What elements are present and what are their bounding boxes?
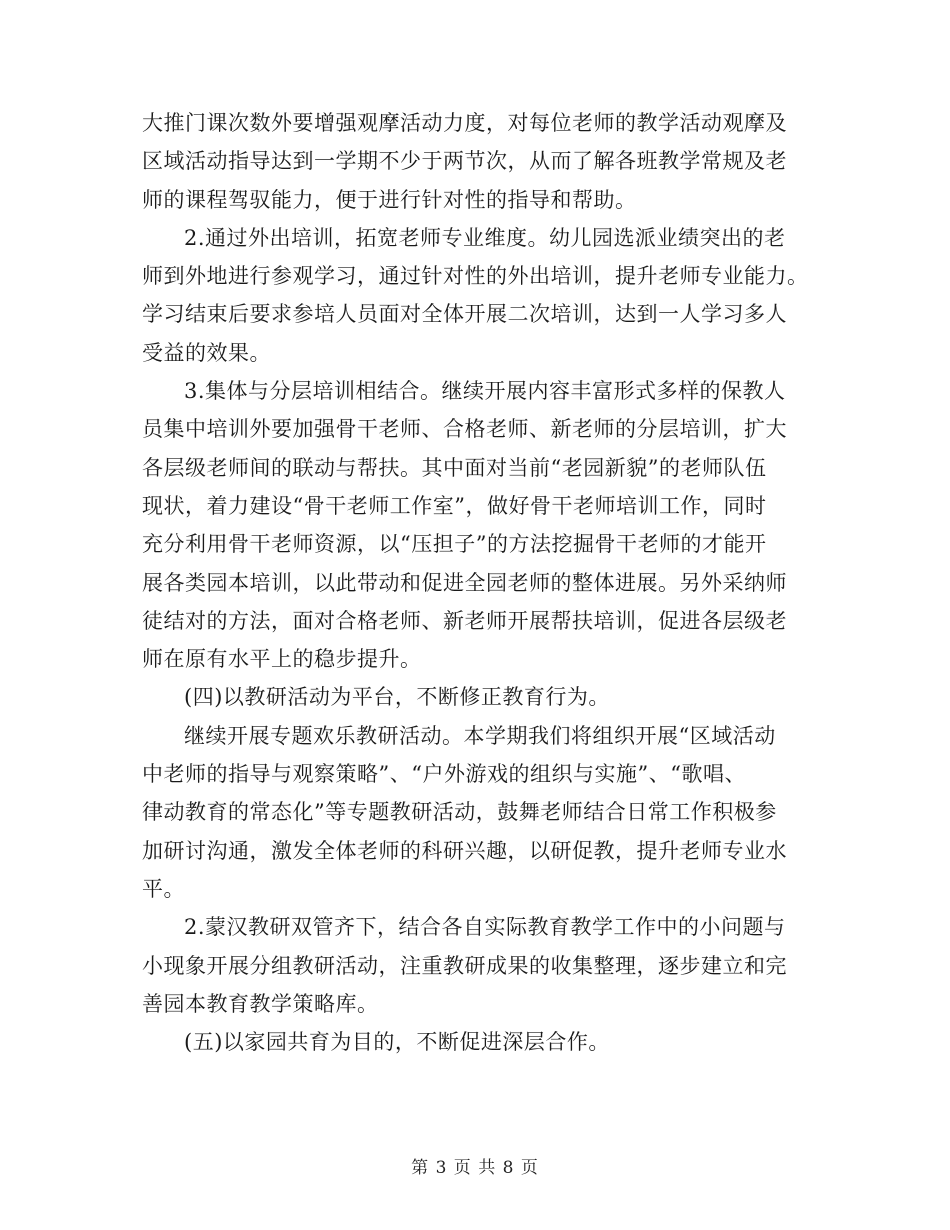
text-line: (五)以家园共育为目的，不断促进深层合作。	[184, 1030, 610, 1055]
text-line: 中老师的指导与观察策略”、“户外游戏的组织与实施”、“歌唱、	[142, 762, 746, 787]
text-line: 展各类园本培训，以此带动和促进全园老师的整体进展。另外采纳师	[142, 570, 787, 595]
document-body	[142, 104, 820, 1061]
text-line: (四)以教研活动为平台，不断修正教育行为。	[184, 685, 610, 710]
text-line: 现状，着力建设“骨干老师工作室”，做好骨干老师培训工作，同时	[142, 493, 767, 518]
text-line: 师到外地进行参观学习，通过针对性的外出培训，提升老师专业能力。	[142, 264, 809, 289]
text-line: 加研讨沟通，激发全体老师的科研兴趣，以研促教，提升老师专业水	[142, 838, 787, 863]
text-line: 充分利用骨干老师资源，以“压担子”的方法挖掘骨干老师的才能开	[142, 532, 767, 557]
section-heading-4	[142, 678, 820, 716]
text-line: 继续开展专题欢乐教研活动。本学期我们将组织开展“区域活动	[184, 723, 776, 748]
paragraph-5	[142, 717, 820, 908]
text-line: 师在原有水平上的稳步提升。	[142, 647, 422, 672]
text-line: 员集中培训外要加强骨干老师、合格老师、新老师的分层培训，扩大	[142, 417, 787, 442]
paragraph-1	[142, 104, 820, 219]
text-line: 徒结对的方法，面对合格老师、新老师开展帮扶培训，促进各层级老	[142, 608, 787, 633]
text-line: 善园本教育教学策略库。	[142, 991, 379, 1016]
paragraph-6	[142, 908, 820, 1023]
text-line: 各层级老师间的联动与帮扶。其中面对当前“老园新貌”的老师队伍	[142, 455, 767, 480]
text-line: 大推门课次数外要增强观摩活动力度，对每位老师的教学活动观摩及	[142, 111, 787, 135]
text-line: 学习结束后要求参培人员面对全体开展二次培训，达到一人学习多人	[142, 302, 787, 327]
text-line: 3.集体与分层培训相结合。继续开展内容丰富形式多样的保教人	[184, 379, 786, 404]
text-line: 区域活动指导达到一学期不少于两节次，从而了解各班教学常规及老	[142, 149, 787, 174]
text-line: 受益的效果。	[142, 340, 271, 365]
text-line: 2.蒙汉教研双管齐下，结合各自实际教育教学工作中的小问题与	[184, 915, 786, 940]
text-line: 平。	[142, 876, 185, 901]
page-number-footer: 第 3 页 共 8 页	[411, 1158, 539, 1178]
text-line: 2.通过外出培训，拓宽老师专业维度。幼儿园选派业绩突出的老	[184, 225, 786, 250]
text-line: 律动教育的常态化”等专题教研活动，鼓舞老师结合日常工作积极参	[142, 800, 777, 825]
paragraph-3	[142, 372, 820, 678]
section-heading-5	[142, 1023, 820, 1061]
text-line: 小现象开展分组教研活动，注重教研成果的收集整理，逐步建立和完	[142, 953, 787, 978]
text-line: 师的课程驾驭能力，便于进行针对性的指导和帮助。	[142, 187, 637, 212]
paragraph-2	[142, 219, 820, 372]
